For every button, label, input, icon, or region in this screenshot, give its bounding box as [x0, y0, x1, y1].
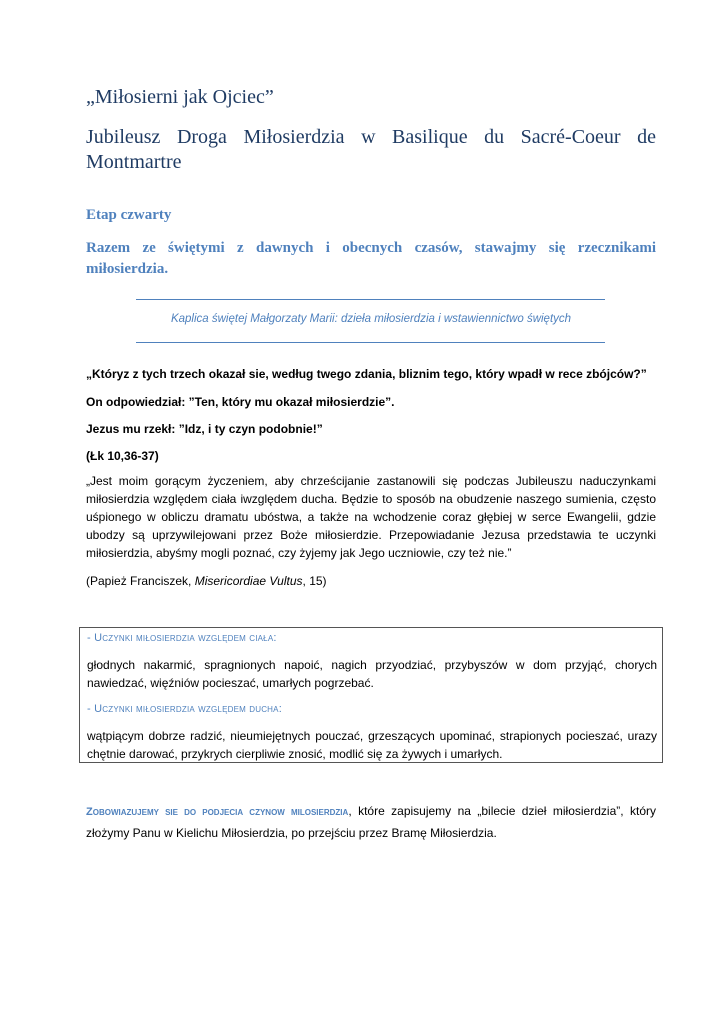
scripture-reference: (Łk 10,36-37): [86, 449, 159, 463]
commitment-paragraph: [86, 801, 656, 844]
quote-source-suffix: , 15): [302, 574, 327, 588]
divider-top: [136, 299, 605, 300]
quote-source: [86, 572, 656, 590]
works-of-mercy-box: [79, 627, 663, 763]
scripture-question: „Któryz z tych trzech okazał sie, według twego zdania, bliznim tego, który wpadł w rece zbójców?”: [86, 367, 647, 381]
quote-source-title: Misericordiae Vultus: [194, 574, 303, 588]
document-title: „Miłosierni jak Ojciec”: [86, 86, 274, 108]
divider-bottom: [136, 342, 605, 343]
scripture-response: Jezus mu rzekł: ”Idz, i ty czyn podobnie!”: [86, 422, 323, 436]
works-body-heading: - Uczynki miłosierdzia względem ciała:: [87, 632, 277, 644]
quote-source-prefix: (Papież Franciszek,: [86, 574, 195, 588]
works-body-text: głodnych nakarmić, spragnionych napoić, nagich przyodziać, przybyszów w dom przyjąć, chorych nawiedzać, więźniów pocieszać, umarłych pogrzebać.: [87, 658, 657, 690]
document-subtitle: Jubileusz Droga Miłosierdzia w Basilique du Sacré-Coeur de Montmartre: [86, 126, 656, 173]
pope-quote: „Jest moim gorącym życzeniem, aby chrześcijanie zastanowili się podczas Jubileuszu naduczynkami miłosierdzia względem ciała iwzględem ducha. Będzie to sposób na obudzenie naszego sumienia, często uśpionego w obliczu dramatu ubóstwa, a także na wchodzenie coraz głębiej w serce Ewangelii, gdzie ubodzy są uprzywilejowani przez Boże miłosierdzie. Przepowiadanie Jezusa przedstawia te uczynki miłosierdzia, abyśmy mogli poznać, czy żyjemy jak Jego uczniowie, czy też nie.”: [86, 474, 656, 560]
stage-heading: Etap czwarty: [86, 207, 172, 223]
works-spirit-text: wątpiącym dobrze radzić, nieumiejętnych pouczać, grzeszących upominać, strapionych pocieszać, urazy chętnie darować, przykrych cierpliwie znosić, modlić się za żywych i umarłych.: [87, 729, 657, 761]
commitment-lead: Zobowiazujemy sie do podjecia czynow milosierdzia: [86, 806, 349, 818]
scripture-answer: On odpowiedział: ”Ten, który mu okazał miłosierdzie”.: [86, 395, 395, 409]
commitment-text: , które zapisujemy na „bilecie dzieł miłosierdzia”, który złożymy Panu w Kielichu Miłosierdzia, po przejściu przez Bramę Miłosierdzia.: [86, 804, 656, 840]
chapel-caption: Kaplica świętej Małgorzaty Marii: dzieła miłosierdzia i wstawiennictwo świętych: [170, 313, 572, 325]
stage-motto: Razem ze świętymi z dawnych i obecnych czasów, stawajmy się rzecznikami miłosierdzia.: [86, 240, 656, 277]
works-spirit-heading: - Uczynki miłosierdzia względem ducha:: [87, 703, 282, 715]
